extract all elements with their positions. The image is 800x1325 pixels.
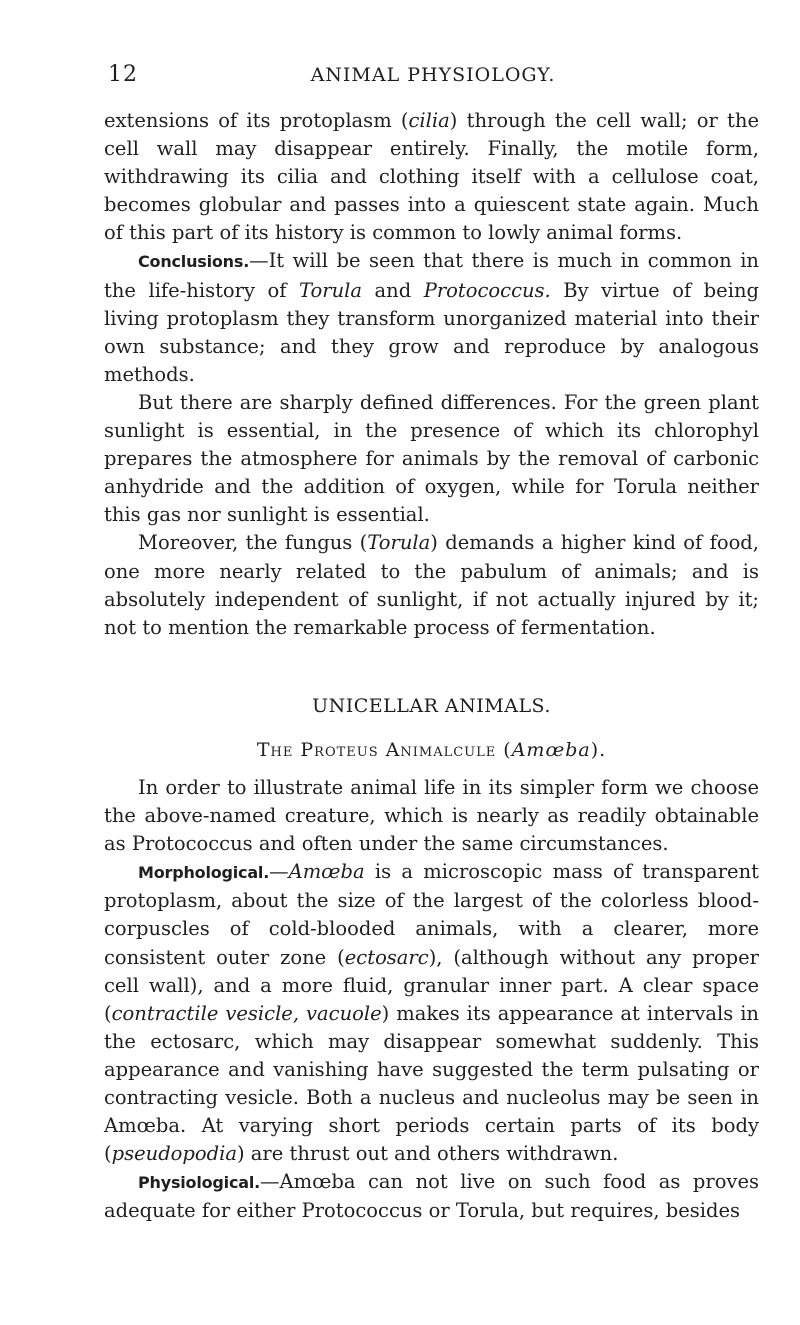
paragraph-morphological: Morphological.—Amœba is a microscopic mass of transparent protoplasm, about the size of the largest of the colorless blood-corpuscles of cold-blooded animals, with a clearer, more consistent outer zone (ectosarc), (although without any proper cell wall), and a more fluid, granular inner part. A clear space (contractile vesicle, vacuole) makes its appearance at intervals in the ectosarc, which may disappear somewhat suddenly. This appearance and vanishing have suggested the term pulsating or contracting vesicle. Both a nucleus and nucleolus may be seen in Amœba. At varying short periods certain parts of its body (pseudopodia) are thrust out and others withdrawn. [104,860,759,1166]
section-title: UNICELLAR ANIMALS. [312,694,551,717]
paragraph-moreover: Moreover, the fungus (Torula) demands a higher kind of food, one more nearly related to the pabulum of animals; and is absolutely independent of sunlight, if not actually injured by it; not to mention the remarkable process of fermentation. [104,531,759,639]
paragraph-continuation: extensions of its protoplasm (cilia) through the cell wall; or the cell wall may disappear entirely. Finally, the motile form, withdrawing its cilia and clothing itself with a cellulose coat, becomes globular and passes into a quiescent state again. Much of this part of its history is common to lowly animal forms. [104,109,759,245]
sidehead-conclusions: Conclusions. [138,252,250,272]
paragraph-conclusions: Conclusions.—It will be seen that there is much in common in the life-history of Torula and Protococcus. By virtue of being living protoplasm they transform unorganized material into their own substance; and they grow and reproduce by analogous methods. [104,249,759,386]
paragraph-intro: In order to illustrate animal life in its simpler form we choose the above-named creature, which is nearly as readily obtainable as Protococcus and often under the same circumstances. [104,775,759,856]
paragraph-differences: But there are sharply defined differences. For the green plant sunlight is essential, in the presence of which its chlorophyl prepares the atmosphere for animals by the removal of carbonic anhydride and the addition of oxygen, while for Torula neither this gas nor sunlight is essential. [104,390,759,527]
body-text [104,107,759,1225]
paragraph-physiological: Physiological.—Amœba can not live on such food as proves adequate for either Protococcus or Torula, but requires, besides [104,1170,759,1223]
sidehead-physiological: Physiological. [138,1173,261,1193]
running-head: ANIMAL PHYSIOLOGY. [310,64,556,86]
sidehead-morphological: Morphological. [138,863,270,883]
subsection-title: The Proteus Animalcule (Amœba). [256,738,607,761]
page-header [108,62,758,88]
page-number: 12 [108,62,138,87]
